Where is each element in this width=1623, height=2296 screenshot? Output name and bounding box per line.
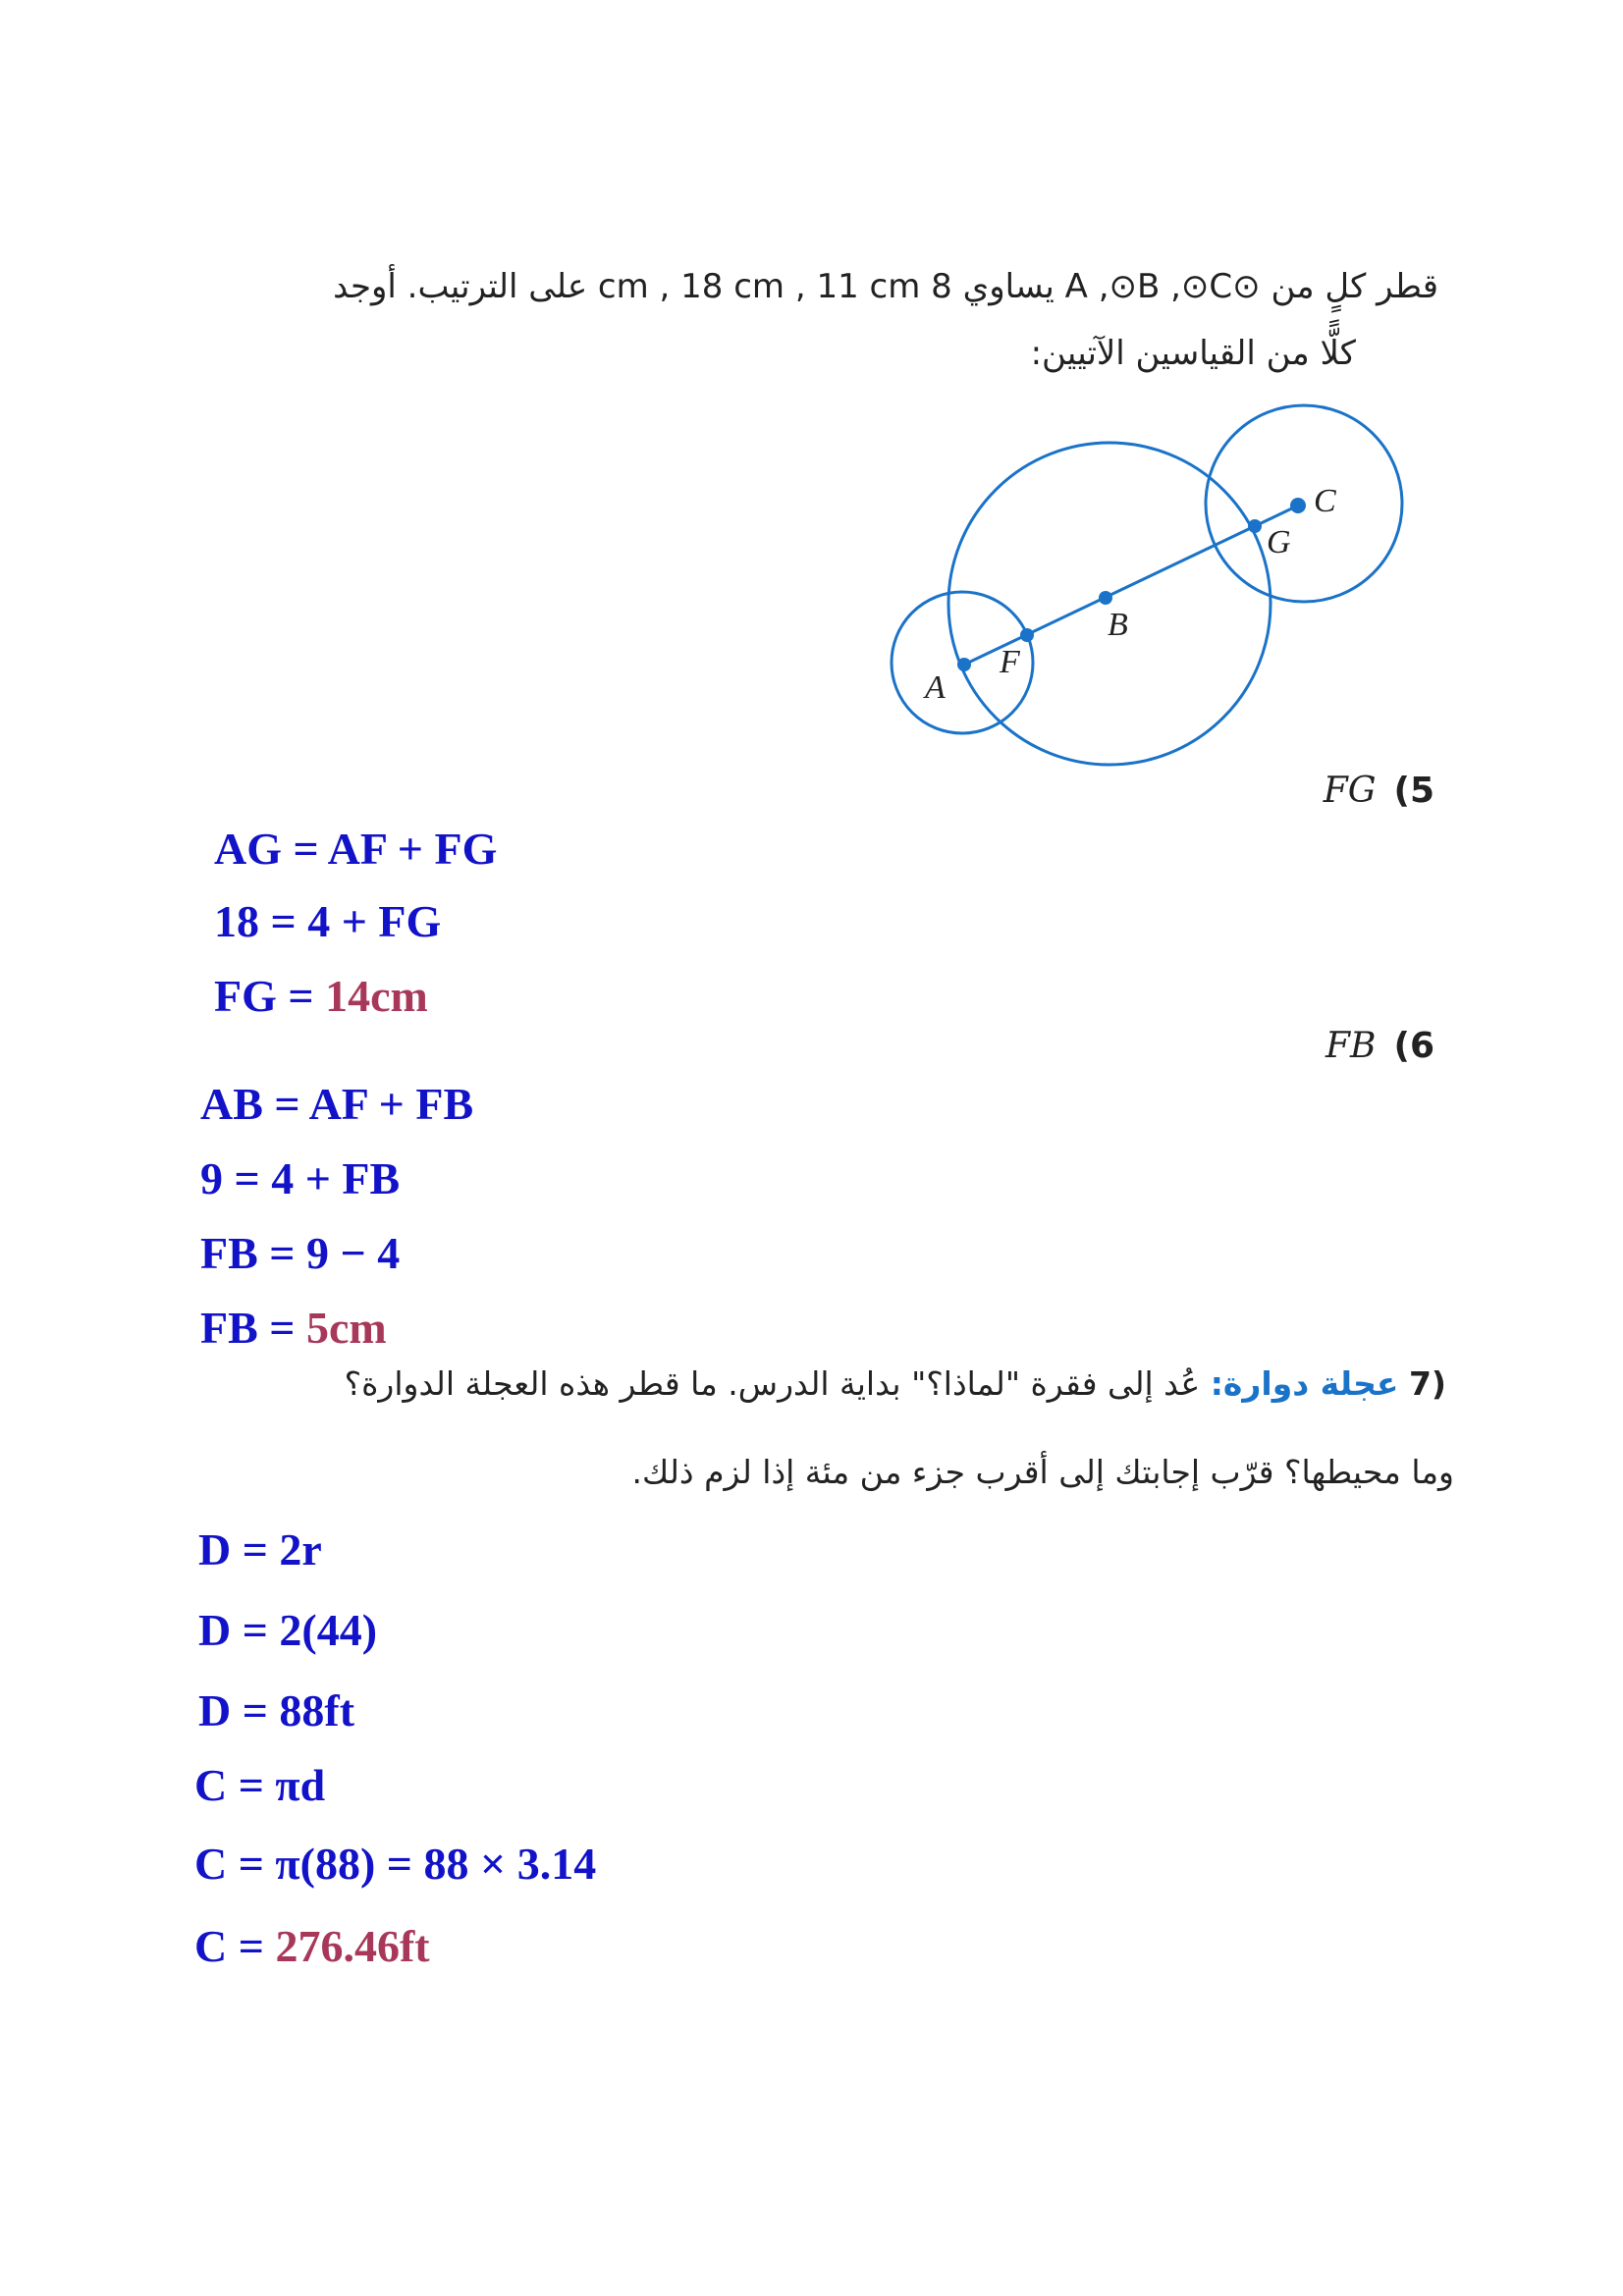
- q6-step-2: 9 = 4 + FB: [200, 1153, 401, 1203]
- q6-step-1: AB = AF + FB: [200, 1079, 474, 1129]
- point-c: [1290, 498, 1306, 513]
- point-f: [1020, 628, 1034, 642]
- label-c: C: [1314, 483, 1336, 519]
- q7-step-5: C = π(88) = 88 × 3.14: [194, 1839, 597, 1889]
- q6-target: FB: [1325, 1026, 1377, 1066]
- q7-line1: [345, 1364, 1446, 1403]
- q7-step-4: C = πd: [194, 1760, 326, 1810]
- q6-final: [200, 1302, 387, 1354]
- q5-final: [214, 970, 428, 1022]
- point-g: [1248, 519, 1262, 533]
- q7-text-line1: عُد إلى فقرة "لماذا؟" بداية الدرس. ما قطر هذه العجلة الدوارة؟: [344, 1364, 1201, 1403]
- q7-topic: عجلة دوارة:: [1210, 1364, 1399, 1403]
- label-a: A: [925, 669, 946, 706]
- q7-number: (7: [1408, 1364, 1446, 1403]
- q6-number: (6: [1393, 1026, 1434, 1066]
- point-a: [957, 658, 971, 671]
- q7-step-2: D = 2(44): [198, 1605, 378, 1655]
- q5-target: FG: [1323, 771, 1377, 811]
- circle-b: [948, 443, 1271, 765]
- label-g: G: [1267, 524, 1291, 561]
- q6-label: [1325, 1026, 1434, 1066]
- q6-final-answer: 5cm: [306, 1303, 387, 1353]
- q5-step-1: AG = AF + FG: [214, 824, 498, 874]
- point-b: [1099, 591, 1112, 605]
- q7-text-line2: وما محيطها؟ قرّب إجابتك إلى أقرب جزء من مئة إذا لزم ذلك.: [631, 1453, 1454, 1491]
- label-f: F: [1000, 644, 1020, 680]
- q6-final-lhs: FB =: [200, 1303, 296, 1353]
- q7-step-3: D = 88ft: [198, 1685, 355, 1735]
- q5-step-2: 18 = 4 + FG: [214, 896, 442, 946]
- q6-step-3: FB = 9 − 4: [200, 1228, 401, 1278]
- q7-final-lhs: C =: [194, 1921, 264, 1971]
- q5-final-lhs: FG =: [214, 971, 314, 1021]
- label-b: B: [1108, 607, 1128, 643]
- q7-final-answer: 276.46ft: [275, 1921, 430, 1971]
- q7-final: [194, 1920, 430, 1972]
- problem-intro-line2: كلًّا من القياسين الآتيين:: [1030, 334, 1356, 373]
- circles-diagram: [864, 388, 1414, 780]
- q7-step-1: D = 2r: [198, 1524, 322, 1575]
- problem-intro-line1: قطر كلٍ من ⊙A ,⊙B ,⊙C يساوي 8 cm , 18 cm , 11 cm على الترتيب. أوجد: [333, 267, 1438, 306]
- q5-number: (5: [1393, 771, 1434, 811]
- q5-final-answer: 14cm: [325, 971, 428, 1021]
- q5-label: [1324, 771, 1434, 811]
